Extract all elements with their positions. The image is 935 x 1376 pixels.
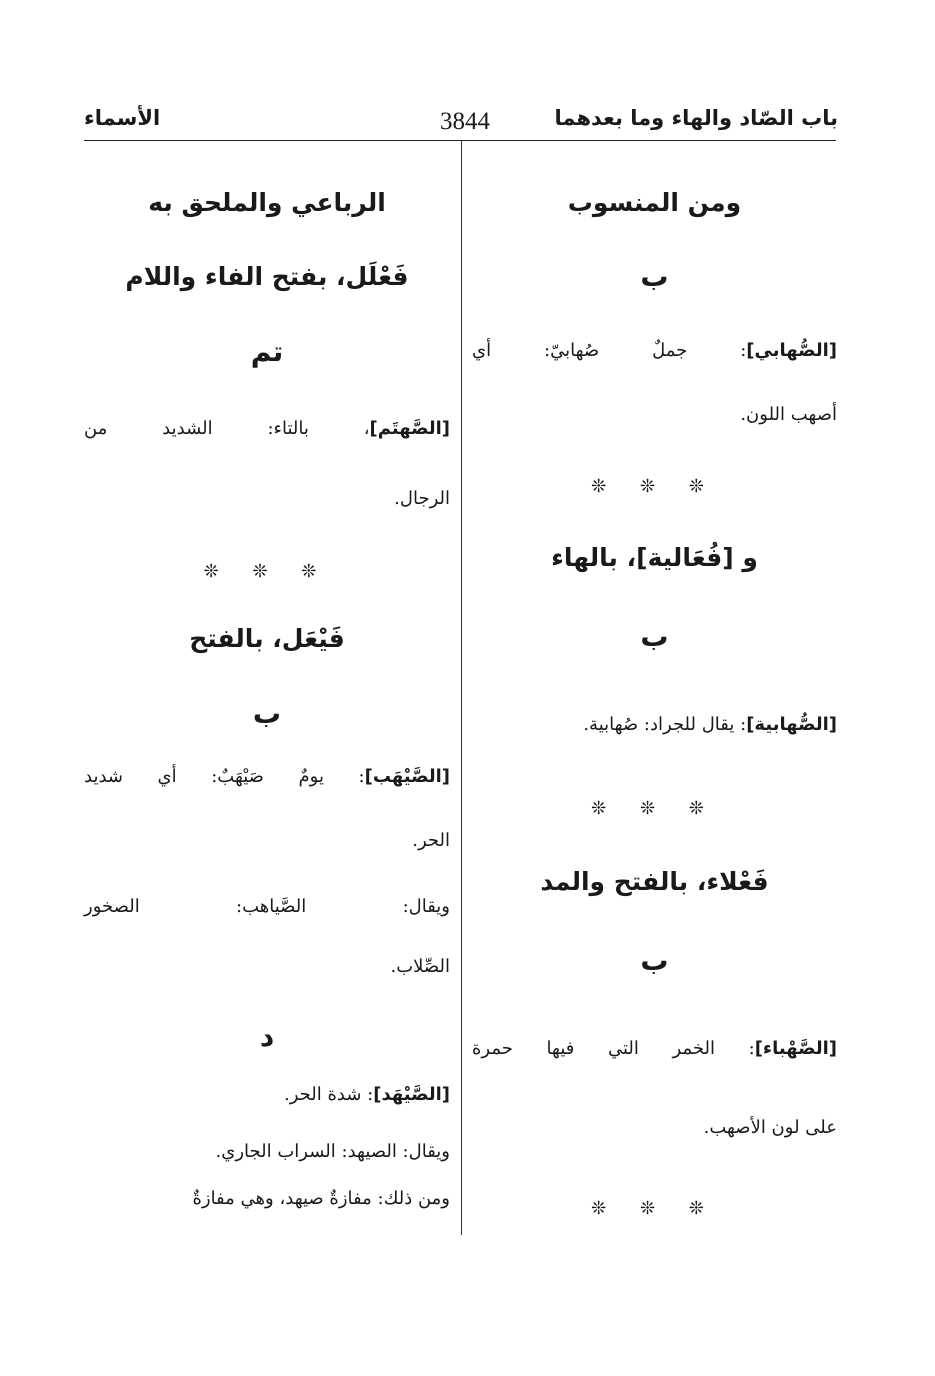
entry-sahtam-line2: الرجال. <box>394 488 450 509</box>
entry-sahtam-line1 <box>84 418 450 439</box>
running-header-section: الأسماء <box>84 106 161 130</box>
page-number: 3844 <box>440 108 490 135</box>
entry-text: : شدة الحر. <box>284 1084 374 1105</box>
heading-falal: فَعْلَل، بفتح الفاء واللام <box>125 262 409 291</box>
entry-term: [الصَّهْباء] <box>754 1038 837 1059</box>
column-divider <box>461 141 462 1235</box>
entry-sayhad-sarab: ويقال: الصيهد: السراب الجاري. <box>215 1141 450 1162</box>
entry-mafaza: ومن ذلك: مفازةٌ صيهد، وهي مفازةٌ <box>192 1188 450 1209</box>
entry-sayhad <box>84 1084 450 1105</box>
separator-stars: ❊ ❊ ❊ <box>591 476 718 497</box>
heading-falaa: فَعْلاء، بالفتح والمد <box>540 867 769 896</box>
entry-suhabi-line1 <box>472 340 837 361</box>
entry-sayhab-line2: الحر. <box>412 830 450 851</box>
entry-text: : يومٌ صَيْهَبٌ: أي شديد <box>84 766 365 787</box>
heading-fayal: فَيْعَل، بالفتح <box>189 624 345 653</box>
entry-suhabi-line2: أصهب اللون. <box>740 404 837 425</box>
entry-text: : الخمر التي فيها حمرة <box>472 1038 755 1059</box>
letter-heading-ba: ب <box>640 260 669 293</box>
heading-fuaaliya: و [فُعَالية]، بالهاء <box>551 543 758 572</box>
entry-sayahib-line2: الصِّلاب. <box>390 956 450 977</box>
entry-term: [الصُّهابي] <box>746 340 837 361</box>
entry-sahba-line1 <box>472 1038 837 1059</box>
entry-term: [الصَّهتَم] <box>369 418 450 439</box>
letter-heading-ba: ب <box>640 620 669 653</box>
entry-sahba-line2: على لون الأصهب. <box>703 1117 837 1138</box>
header-rule <box>84 140 836 141</box>
letter-heading-ba: ب <box>252 697 282 730</box>
letter-heading-ba: ب <box>640 944 669 977</box>
entry-text: : يقال للجراد: صُهابية. <box>583 714 747 735</box>
heading-mansub: ومن المنسوب <box>567 188 742 217</box>
entry-term: [الصُّهابية] <box>746 714 837 735</box>
entry-text: : جملٌ صُهابيّ: أي <box>472 340 747 361</box>
separator-stars: ❊ ❊ ❊ <box>591 798 718 819</box>
entry-term: [الصَّيْهَد] <box>373 1084 450 1105</box>
separator-stars: ❊ ❊ ❊ <box>203 561 331 582</box>
entry-sayhab-line1 <box>84 766 450 787</box>
running-header-chapter: باب الصّاد والهاء وما بعدهما <box>554 106 838 130</box>
heading-rubai: الرباعي والملحق به <box>148 188 386 217</box>
separator-stars: ❊ ❊ ❊ <box>591 1198 718 1219</box>
root-heading-tm: تم <box>250 335 284 368</box>
entry-term: [الصَّيْهَب] <box>364 766 450 787</box>
entry-sayahib-line1: ويقال: الصَّياهب: الصخور <box>84 896 450 917</box>
entry-text: ، بالتاء: الشديد من <box>84 418 370 439</box>
letter-heading-dal: د <box>259 1020 275 1053</box>
entry-suhabiya <box>472 714 837 735</box>
